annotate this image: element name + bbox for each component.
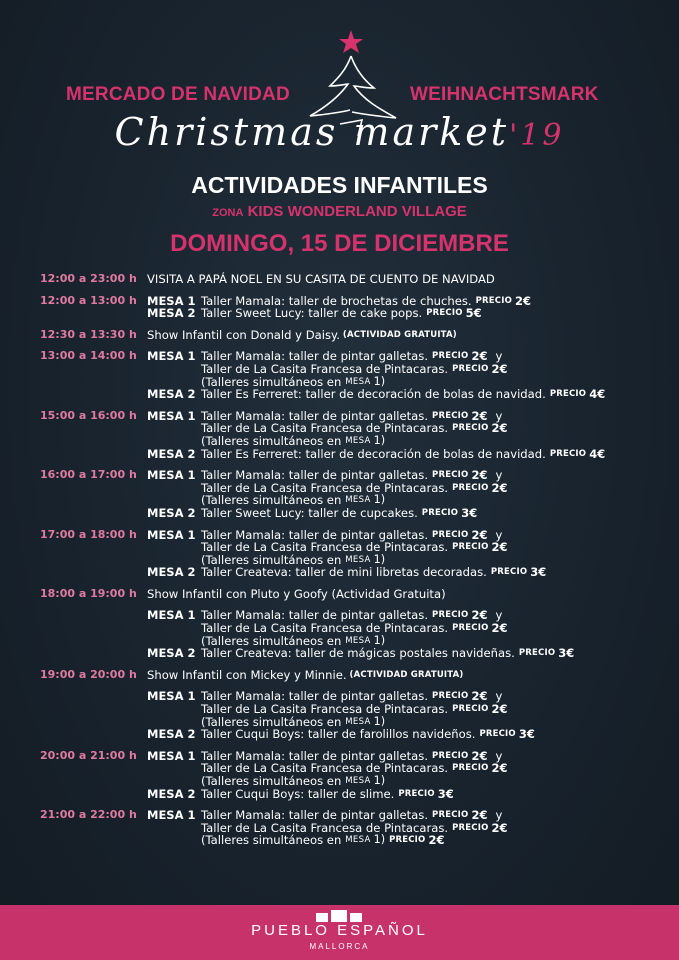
price-label: PRECIO <box>452 363 489 374</box>
price-value: 2€ <box>471 408 488 423</box>
time-slot <box>0 541 147 554</box>
schedule-line <box>0 388 679 401</box>
mesa-label <box>147 482 201 495</box>
price-label: PRECIO <box>432 410 469 421</box>
script-title-text: Christmas market <box>114 110 510 154</box>
mesa-inline: MESA <box>345 776 371 786</box>
price-value: 3€ <box>461 505 478 520</box>
mesa-inline: MESA <box>345 376 371 387</box>
time-slot <box>0 728 147 741</box>
activity-text: Taller de La Casita Francesa de Pintacaras. <box>201 702 449 717</box>
time-slot <box>0 635 147 648</box>
time-slot: 13:00 a 14:00 h <box>40 349 137 363</box>
mesa-inline: MESA <box>345 435 371 446</box>
mesa-label <box>147 422 201 435</box>
time-slot <box>0 363 147 376</box>
mesa-label <box>147 834 201 847</box>
price-label: PRECIO <box>452 822 489 833</box>
script-title-year: '19 <box>509 118 565 153</box>
mesa-label: MESA 2 <box>147 786 196 801</box>
schedule-line <box>0 703 679 716</box>
mesa-label <box>147 622 201 635</box>
price-value: 2€ <box>515 293 532 308</box>
mesa-label: MESA 2 <box>147 727 196 742</box>
mesa-inline-end: 1) <box>373 552 386 566</box>
activity-text: Taller de La Casita Francesa de Pintacaras. <box>201 480 449 495</box>
activity-text: Taller Sweet Lucy: taller de cupcakes. <box>201 505 418 520</box>
schedule-line <box>0 363 679 376</box>
activity-text: Taller Createva: taller de mágicas postales navideñas. <box>201 646 515 661</box>
schedule-block <box>0 329 679 342</box>
time-slot: 19:00 a 20:00 h <box>40 667 137 681</box>
time-slot: 12:30 a 13:30 h <box>40 327 137 341</box>
conjunction: y <box>495 349 503 364</box>
time-slot <box>0 376 147 389</box>
price-label: PRECIO <box>421 507 459 518</box>
activity-text: (Talleres simultáneos en <box>201 552 342 567</box>
time-slot: 20:00 a 21:00 h <box>40 748 137 762</box>
price-label: PRECIO <box>452 704 489 715</box>
activity-text: (Talleres simultáneos en <box>201 433 342 448</box>
time-slot <box>0 609 147 622</box>
mesa-inline-end: 1) <box>373 493 386 507</box>
activity-text: (Talleres simultáneos en <box>201 633 342 648</box>
schedule-line <box>0 507 679 520</box>
schedule <box>0 273 679 856</box>
schedule-line <box>0 588 679 601</box>
time-slot: 18:00 a 19:00 h <box>40 586 137 600</box>
schedule-line <box>0 622 679 635</box>
schedule-block <box>0 529 679 579</box>
schedule-block <box>0 273 679 286</box>
schedule-line <box>0 541 679 554</box>
price-value: 2€ <box>471 748 488 763</box>
price-value: 2€ <box>471 527 488 542</box>
mesa-label <box>147 703 201 716</box>
mesa-label: MESA 1 <box>147 527 196 542</box>
price-value: 2€ <box>491 702 508 717</box>
schedule-block <box>0 588 679 601</box>
mesa-label <box>147 775 201 788</box>
time-slot <box>0 716 147 729</box>
schedule-line <box>0 435 679 448</box>
event-date: DOMINGO, 15 DE DICIEMBRE <box>170 230 509 257</box>
activity-text: Taller Es Ferreret: taller de decoración de bolas de navidad. <box>201 446 546 461</box>
time-slot <box>0 822 147 835</box>
schedule-block <box>0 609 679 659</box>
time-slot <box>0 788 147 801</box>
activity-text: (Talleres simultáneos en <box>201 714 342 729</box>
price-label: PRECIO <box>398 788 435 799</box>
activities-title: ACTIVIDADES INFANTILES <box>191 172 488 198</box>
activity-text: Show Infantil con Donald y Daisy. <box>147 327 340 342</box>
mesa-label: MESA 1 <box>147 408 196 423</box>
free-activity-tag: (ACTIVIDAD GRATUITA) <box>342 329 457 340</box>
schedule-block <box>0 350 679 400</box>
schedule-line <box>0 788 679 801</box>
price-label: PRECIO <box>479 729 516 740</box>
schedule-line <box>0 809 679 822</box>
activity-text: Taller Sweet Lucy: taller de cake pops. <box>201 306 423 321</box>
activity-text: Taller Mamala: taller de pintar galletas. <box>201 349 429 364</box>
price-label: PRECIO <box>452 542 489 553</box>
price-value: 2€ <box>471 608 488 623</box>
schedule-line <box>0 566 679 579</box>
mesa-label <box>147 762 201 775</box>
mesa-label <box>147 541 201 554</box>
mesa-label: MESA 1 <box>147 608 196 623</box>
activity-text: Taller Mamala: taller de pintar galletas. <box>201 527 429 542</box>
activity-text: Taller de La Casita Francesa de Pintacaras. <box>201 761 449 776</box>
activity-text: (Talleres simultáneos en <box>201 774 342 788</box>
schedule-line <box>0 469 679 482</box>
schedule-block <box>0 809 679 847</box>
price-label: PRECIO <box>432 691 469 702</box>
conjunction: y <box>495 608 503 623</box>
price-label: PRECIO <box>432 810 469 821</box>
price-label: PRECIO <box>518 648 556 659</box>
price-value: 3€ <box>530 565 547 580</box>
price-label: PRECIO <box>549 389 587 400</box>
schedule-line <box>0 329 679 342</box>
time-slot <box>0 647 147 660</box>
conjunction: y <box>495 808 503 823</box>
activity-text: Taller Mamala: taller de pintar galletas. <box>201 408 429 423</box>
activity-text: Taller Createva: taller de mini libretas decoradas. <box>201 565 487 580</box>
zona-subtitle <box>0 203 679 220</box>
activity-text: Taller Mamala: taller de pintar galletas. <box>201 808 429 823</box>
activity-text: Show Infantil con Pluto y Goofy (Actividad Gratuita) <box>147 586 446 601</box>
price-value: 2€ <box>471 468 488 483</box>
activity-text: Taller Mamala: taller de pintar galletas. <box>201 468 429 483</box>
activity-text: VISITA A PAPÁ NOEL EN SU CASITA DE CUENTO DE NAVIDAD <box>147 272 495 286</box>
time-slot <box>0 435 147 448</box>
price-value: 2€ <box>471 808 488 823</box>
price-value: 4€ <box>589 446 606 461</box>
schedule-block <box>0 669 679 682</box>
mesa-label: MESA 2 <box>147 446 196 461</box>
activity-text: Taller de La Casita Francesa de Pintacaras. <box>201 421 449 436</box>
mesa-inline-end: 1) <box>373 714 386 728</box>
conjunction: y <box>495 689 503 704</box>
price-label: PRECIO <box>452 482 489 493</box>
time-slot: 17:00 a 18:00 h <box>40 527 137 541</box>
schedule-block <box>0 469 679 519</box>
conjunction: y <box>495 527 503 542</box>
activity-text: Taller Cuqui Boys: taller de farolillos navideños. <box>201 727 476 742</box>
time-slot <box>0 448 147 461</box>
price-label: PRECIO <box>432 351 469 362</box>
activity-text: Taller de La Casita Francesa de Pintacaras. <box>201 621 449 636</box>
schedule-block <box>0 295 679 320</box>
time-slot: 12:00 a 13:00 h <box>40 293 137 307</box>
mesa-inline-end: 1) <box>373 374 386 388</box>
price-label: PRECIO <box>389 835 426 846</box>
activity-text: Taller de La Casita Francesa de Pintacaras. <box>201 361 449 376</box>
conjunction: y <box>495 468 503 483</box>
mesa-inline: MESA <box>345 835 371 846</box>
conjunction: y <box>495 408 503 423</box>
price-value: 3€ <box>558 646 575 661</box>
activity-text: Taller Es Ferreret: taller de decoración de bolas de navidad. <box>201 387 546 402</box>
mesa-label: MESA 2 <box>147 565 196 580</box>
header-weihnachtsmark: WEIHNACHTSMARK <box>410 84 599 105</box>
schedule-line <box>0 273 679 286</box>
price-label: PRECIO <box>452 763 489 774</box>
price-label: PRECIO <box>432 750 469 761</box>
schedule-line <box>0 647 679 660</box>
time-slot <box>0 507 147 520</box>
mesa-label: MESA 1 <box>147 468 196 483</box>
time-slot <box>0 307 147 320</box>
schedule-line <box>0 775 679 788</box>
price-label: PRECIO <box>452 423 489 434</box>
time-slot: 15:00 a 16:00 h <box>40 408 137 422</box>
script-title <box>0 110 679 154</box>
mesa-inline: MESA <box>345 716 371 727</box>
time-slot <box>0 494 147 507</box>
mesa-inline-end: 1) <box>373 633 386 647</box>
pueblo-espanol-logo-icon <box>316 910 362 922</box>
time-slot: 21:00 a 22:00 h <box>40 808 137 822</box>
price-label: PRECIO <box>475 295 513 306</box>
header-mercado: MERCADO DE NAVIDAD <box>66 84 290 105</box>
mesa-inline-end: 1) <box>373 774 386 787</box>
time-slot <box>0 690 147 703</box>
activity-text: Taller de La Casita Francesa de Pintacaras. <box>201 540 449 555</box>
free-activity-tag: (ACTIVIDAD GRATUITA) <box>349 669 464 680</box>
price-value: 5€ <box>465 306 482 321</box>
schedule-block <box>0 410 679 460</box>
mesa-label: MESA 1 <box>147 349 196 364</box>
time-slot <box>0 422 147 435</box>
activity-text: Taller de La Casita Francesa de Pintacaras. <box>201 820 449 835</box>
price-value: 2€ <box>491 361 508 376</box>
activity-text: (Talleres simultáneos en <box>201 493 342 508</box>
activity-text: Taller Mamala: taller de brochetas de chuches. <box>201 293 472 308</box>
conjunction: y <box>495 748 503 763</box>
time-slot <box>0 834 147 847</box>
activity-text: Taller Mamala: taller de pintar galletas. <box>201 608 429 623</box>
price-value: 2€ <box>491 421 508 436</box>
price-value: 2€ <box>471 689 488 704</box>
time-slot <box>0 775 147 788</box>
mesa-inline: MESA <box>345 495 371 506</box>
price-label: PRECIO <box>432 470 469 481</box>
mesa-inline: MESA <box>345 635 371 646</box>
price-label: PRECIO <box>490 567 528 578</box>
price-value: 2€ <box>471 349 488 364</box>
schedule-line <box>0 448 679 461</box>
price-label: PRECIO <box>432 529 469 540</box>
zona-text: KIDS WONDERLAND VILLAGE <box>247 203 467 220</box>
zona-prefix: ZONA <box>212 207 244 219</box>
price-value: 2€ <box>491 761 508 776</box>
mesa-label: MESA 1 <box>147 293 196 308</box>
activity-text: (Talleres simultáneos en <box>201 833 342 848</box>
time-slot <box>0 388 147 401</box>
mesa-label: MESA 2 <box>147 387 196 402</box>
mesa-label: MESA 2 <box>147 646 196 661</box>
mesa-inline: MESA <box>345 554 371 565</box>
footer-brand: PUEBLO ESPAÑOL <box>251 922 428 939</box>
mesa-label <box>147 822 201 835</box>
price-value: 2€ <box>428 833 445 848</box>
price-label: PRECIO <box>426 308 463 319</box>
schedule-line <box>0 834 679 847</box>
activity-text: Taller Mamala: taller de pintar galletas. <box>201 689 429 704</box>
schedule-block <box>0 750 679 800</box>
price-value: 2€ <box>491 540 508 555</box>
activity-text: (Talleres simultáneos en <box>201 374 342 389</box>
activity-text: Taller Cuqui Boys: taller de slime. <box>201 786 395 801</box>
schedule-block <box>0 690 679 740</box>
mesa-label: MESA 2 <box>147 505 196 520</box>
footer-brand-sub: MALLORCA <box>309 942 370 951</box>
mesa-label <box>147 435 201 448</box>
schedule-line <box>0 728 679 741</box>
mesa-label: MESA 1 <box>147 808 196 823</box>
mesa-label: MESA 2 <box>147 306 196 321</box>
mesa-label: MESA 1 <box>147 689 196 704</box>
price-value: 2€ <box>491 480 508 495</box>
time-slot: 12:00 a 23:00 h <box>40 272 137 285</box>
time-slot <box>0 482 147 495</box>
price-value: 2€ <box>491 820 508 835</box>
mesa-label <box>147 363 201 376</box>
mesa-label: MESA 1 <box>147 748 196 763</box>
price-label: PRECIO <box>452 623 489 634</box>
price-value: 4€ <box>589 387 606 402</box>
time-slot <box>0 762 147 775</box>
schedule-line <box>0 307 679 320</box>
schedule-line <box>0 669 679 682</box>
price-value: 3€ <box>437 786 454 801</box>
activity-text: Show Infantil con Mickey y Minnie. <box>147 667 347 682</box>
price-label: PRECIO <box>549 448 587 459</box>
time-slot <box>0 554 147 567</box>
time-slot <box>0 703 147 716</box>
price-value: 3€ <box>518 727 535 742</box>
mesa-inline-end: 1) <box>373 833 386 847</box>
price-label: PRECIO <box>432 610 469 621</box>
time-slot <box>0 566 147 579</box>
time-slot <box>0 622 147 635</box>
activity-text: Taller Mamala: taller de pintar galletas. <box>201 748 429 763</box>
mesa-inline-end: 1) <box>373 433 386 447</box>
time-slot: 16:00 a 17:00 h <box>40 468 137 482</box>
price-value: 2€ <box>491 621 508 636</box>
